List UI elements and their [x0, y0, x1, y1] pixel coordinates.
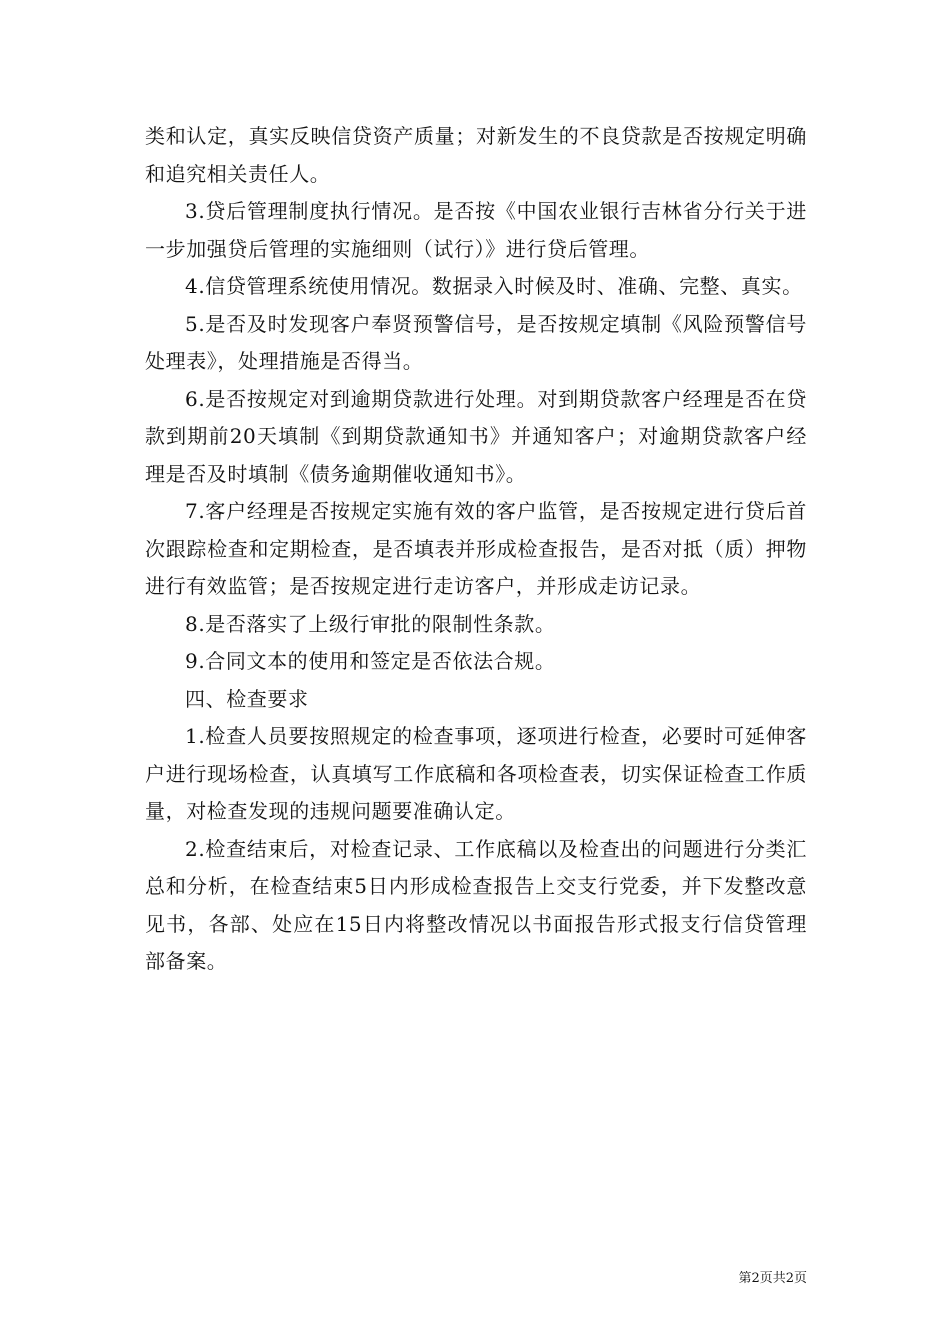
- paragraph-item-7: 7.客户经理是否按规定实施有效的客户监管，是否按规定进行贷后首次跟踪检查和定期检查，是否填表并形成检查报告，是否对抵（质）押物进行有效监管；是否按规定进行走访客户，并形成走访记录。: [145, 499, 807, 598]
- document-body: [145, 118, 807, 981]
- paragraph-continuation: 类和认定，真实反映信贷资产质量；对新发生的不良贷款是否按规定明确和追究相关责任人。: [145, 124, 807, 186]
- paragraph-item-3: 3.贷后管理制度执行情况。是否按《中国农业银行吉林省分行关于进一步加强贷后管理的实施细则（试行）》进行贷后管理。: [145, 199, 807, 261]
- paragraph-requirement-2: 2.检查结束后，对检查记录、工作底稿以及检查出的问题进行分类汇总和分析，在检查结束5日内形成检查报告上交支行党委，并下发整改意见书，各部、处应在15日内将整改情况以书面报告形式报支行信贷管理部备案。: [145, 836, 807, 973]
- paragraph-item-9: 9.合同文本的使用和签定是否依法合规。: [185, 649, 556, 673]
- section-heading: 四、检查要求: [185, 686, 309, 711]
- paragraph-item-5: 5.是否及时发现客户奉贤预警信号，是否按规定填制《风险预警信号处理表》，处理措施是否得当。: [145, 311, 807, 373]
- paragraph-item-6: 6.是否按规定对到逾期贷款进行处理。对到期贷款客户经理是否在贷款到期前20天填制《到期贷款通知书》并通知客户；对逾期贷款客户经理是否及时填制《债务逾期催收通知书》。: [145, 386, 807, 486]
- page-number: 第2页共2页: [738, 1271, 807, 1286]
- paragraph-item-8: 8.是否落实了上级行审批的限制性条款。: [185, 611, 556, 636]
- paragraph-item-4: 4.信贷管理系统使用情况。数据录入时候及时、准确、完整、真实。: [185, 274, 803, 298]
- paragraph-requirement-1: 1.检查人员要按照规定的检查事项，逐项进行检查，必要时可延伸客户进行现场检查，认真填写工作底稿和各项检查表，切实保证检查工作质量，对检查发现的违规问题要准确认定。: [145, 724, 807, 823]
